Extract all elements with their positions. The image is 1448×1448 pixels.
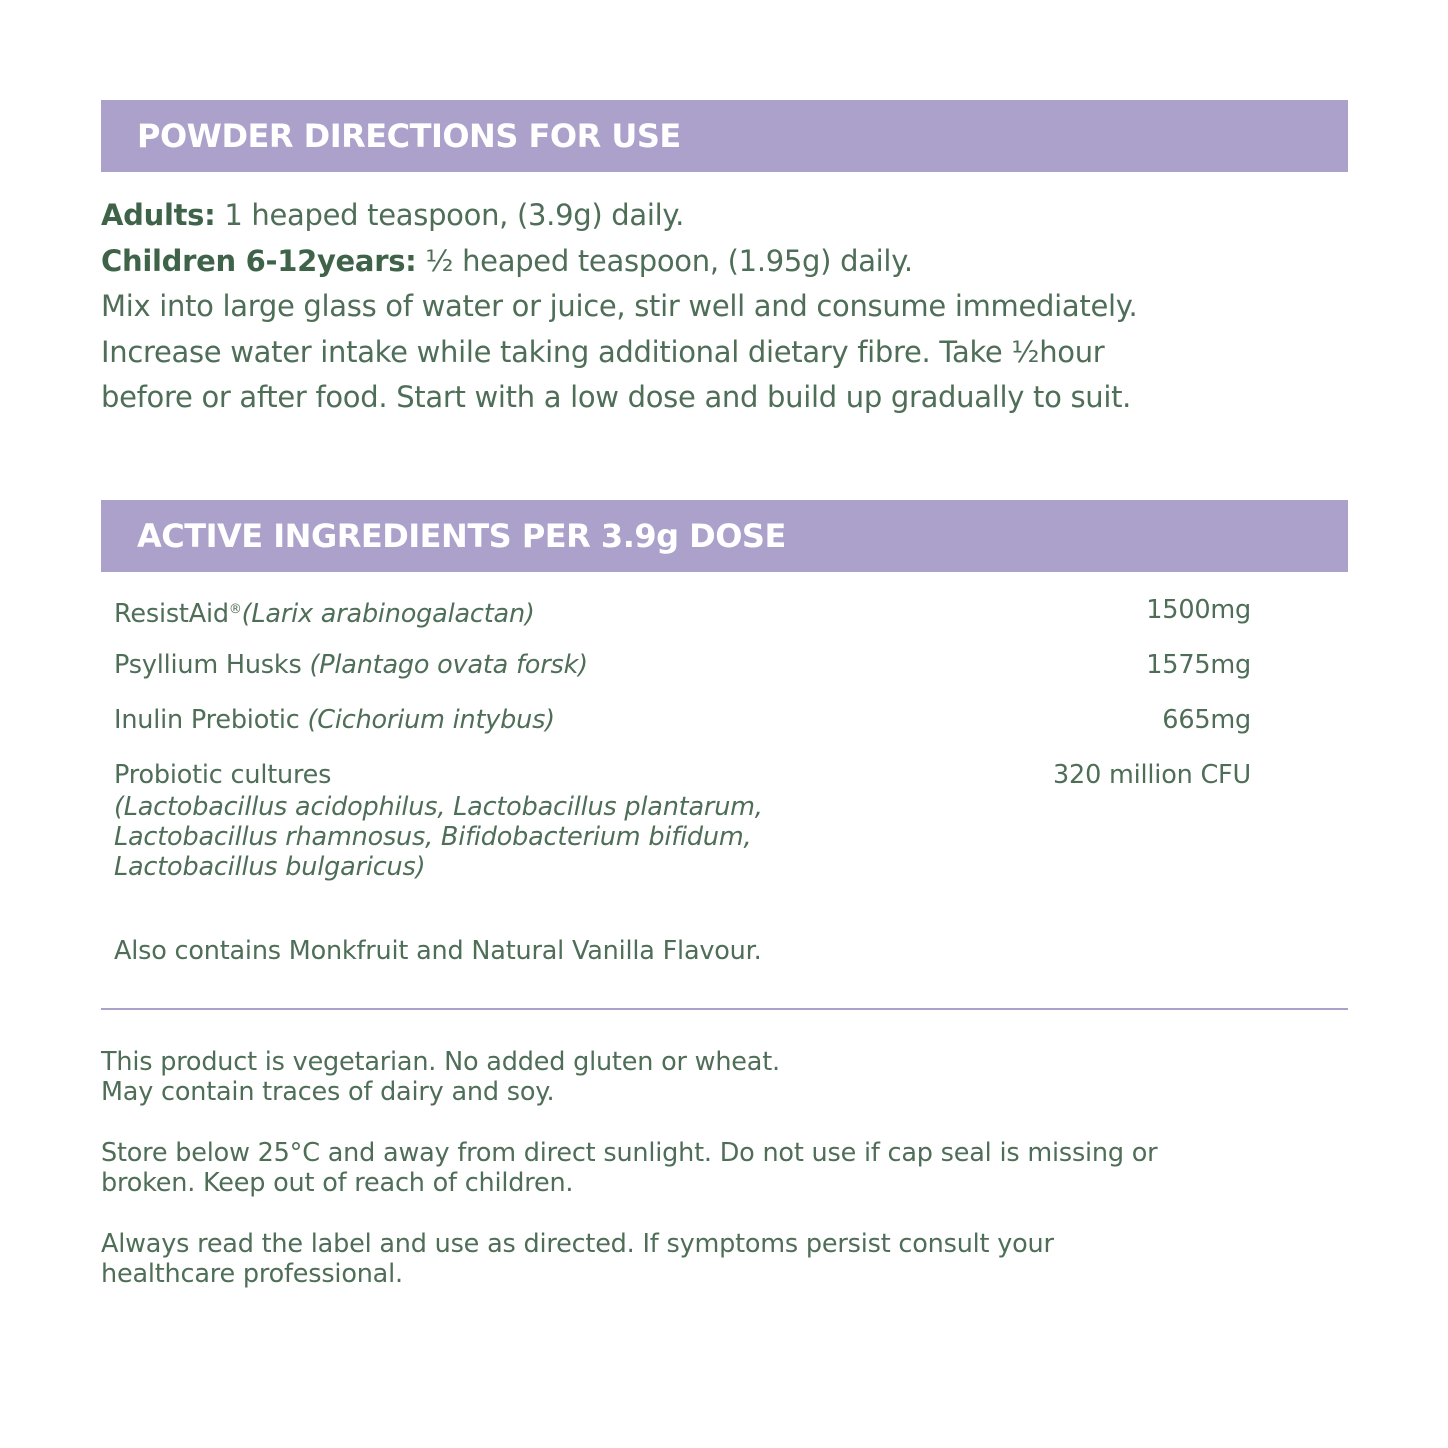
ingredient-amount: 665mg — [1162, 705, 1251, 735]
ingredient-amount: 1500mg — [1146, 595, 1251, 625]
registered-mark: ® — [228, 602, 242, 617]
divider — [101, 1008, 1348, 1010]
notes — [101, 1047, 1301, 1320]
ingredient-row — [114, 590, 1251, 645]
ingredients-table — [114, 590, 1251, 882]
warning-note — [101, 1229, 1301, 1289]
storage-note-line-2: broken. Keep out of reach of children. — [101, 1168, 574, 1198]
ingredient-name — [114, 700, 555, 740]
ingredient-row — [114, 755, 1251, 882]
ingredient-latin: (Lactobacillus acidophilus, Lactobacillus plantarum, Lactobacillus rhamnosus, Bifidobacterium bifidum, Lactobacillus bulgaricus) — [114, 792, 763, 882]
also-contains: Also contains Monkfruit and Natural Vanilla Flavour. — [114, 936, 762, 966]
ingredient-name-text: ResistAid — [114, 599, 229, 629]
warning-note-line-1: Always read the label and use as directed. If symptoms persist consult your — [101, 1229, 1054, 1259]
directions-line-2: Increase water intake while taking additional dietary fibre. Take ½hour — [101, 334, 1105, 369]
adults-label: Adults: — [101, 198, 216, 232]
ingredient-name-text: Inulin Prebiotic — [114, 705, 308, 735]
diet-note-line-2: May contain traces of dairy and soy. — [101, 1077, 555, 1107]
diet-note — [101, 1047, 1301, 1107]
children-dose-text: ½ heaped teaspoon, (1.95g) daily. — [416, 243, 913, 278]
ingredient-name — [114, 645, 588, 685]
directions-line-1: Mix into large glass of water or juice, stir well and consume immediately. — [101, 289, 1138, 323]
ingredient-latin: (Cichorium intybus) — [307, 705, 555, 735]
warning-note-line-2: healthcare professional. — [101, 1259, 403, 1289]
adults-dose-text: 1 heaped teaspoon, (3.9g) daily. — [215, 198, 684, 232]
ingredients-heading: ACTIVE INGREDIENTS PER 3.9g DOSE — [137, 517, 786, 555]
ingredient-latin: (Larix arabinogalactan) — [241, 599, 535, 629]
directions-heading: POWDER DIRECTIONS FOR USE — [137, 117, 681, 155]
ingredient-name-text: Probiotic cultures — [114, 760, 332, 790]
ingredients-heading-banner — [101, 500, 1348, 572]
ingredient-name — [114, 755, 874, 882]
storage-note — [101, 1138, 1301, 1198]
directions-text — [101, 193, 1341, 421]
children-label: Children 6-12years: — [101, 243, 417, 278]
ingredient-name-text: Psyllium Husks — [114, 650, 310, 680]
directions-heading-banner — [101, 100, 1348, 172]
ingredient-row — [114, 700, 1251, 755]
directions-line-3: before or after food. Start with a low dose and build up gradually to suit. — [101, 380, 1132, 414]
adults-dose — [101, 193, 1341, 239]
ingredient-amount: 1575mg — [1146, 650, 1251, 680]
ingredient-name — [114, 590, 535, 634]
storage-note-line-1: Store below 25°C and away from direct sunlight. Do not use if cap seal is missing or — [101, 1138, 1158, 1168]
ingredient-latin: (Plantago ovata forsk) — [309, 650, 588, 680]
children-dose — [101, 239, 1341, 285]
diet-note-line-1: This product is vegetarian. No added gluten or wheat. — [101, 1047, 780, 1077]
ingredient-row — [114, 645, 1251, 700]
ingredient-amount: 320 million CFU — [1053, 760, 1251, 790]
